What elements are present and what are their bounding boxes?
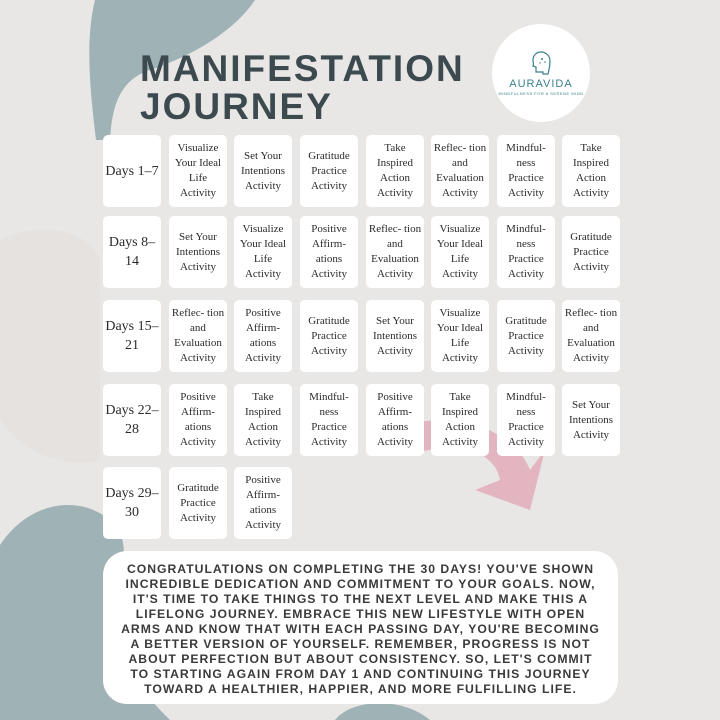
day-range-label: Days 22–28: [103, 384, 161, 456]
activity-cell: Reflec- tion and Evaluation Activity: [562, 300, 620, 372]
activity-cell: Take Inspired Action Activity: [234, 384, 292, 456]
activity-cell: Visualize Your Ideal Life Activity: [431, 216, 489, 288]
activity-cell: Set Your Intentions Activity: [562, 384, 620, 456]
activity-cell: Positive Affirm- ations Activity: [234, 300, 292, 372]
activity-cell: Reflec- tion and Evaluation Activity: [169, 300, 227, 372]
activity-cell: Mindful- ness Practice Activity: [497, 135, 555, 207]
day-range-label: Days 8–14: [103, 216, 161, 288]
activity-cell: Gratitude Practice Activity: [562, 216, 620, 288]
activity-cell: Gratitude Practice Activity: [300, 135, 358, 207]
activity-cell: Visualize Your Ideal Life Activity: [431, 300, 489, 372]
activity-cell: Set Your Intentions Activity: [366, 300, 424, 372]
activity-cell: Set Your Intentions Activity: [169, 216, 227, 288]
activity-cell: Reflec- tion and Evaluation Activity: [431, 135, 489, 207]
day-range-label: Days 15–21: [103, 300, 161, 372]
activity-cell: Gratitude Practice Activity: [497, 300, 555, 372]
activity-cell: Set Your Intentions Activity: [234, 135, 292, 207]
logo-tagline: MINDFULNESS FOR A SERENE MIND: [498, 91, 584, 96]
activity-cell: Gratitude Practice Activity: [300, 300, 358, 372]
activity-cell: Positive Affirm- ations Activity: [234, 467, 292, 539]
activity-cell: Positive Affirm- ations Activity: [169, 384, 227, 456]
activity-cell: Take Inspired Action Activity: [431, 384, 489, 456]
congratulations-message: CONGRATULATIONS ON COMPLETING THE 30 DAYS! YOU'VE SHOWN INCREDIBLE DEDICATION AND COMMITMENT TO YOUR GOALS. NOW, IT'S TIME TO TAKE THINGS TO THE NEXT LEVEL AND MAKE THIS A LIFELONG JOURNEY. EMBRACE THIS NEW LIFESTYLE WITH OPEN ARMS AND KNOW THAT WITH EACH PASSING DAY, YOU'RE BECOMING A BETTER VERSION OF YOURSELF. REMEMBER, PROGRESS IS NOT ABOUT PERFECTION BUT ABOUT CONSISTENCY. SO, LET'S COMMIT TO STARTING AGAIN FROM DAY 1 AND CONTINUING THIS JOURNEY TOWARD A HEALTHIER, HAPPIER, AND MORE FULFILLING LIFE.: [103, 551, 618, 704]
activity-cell: Visualize Your Ideal Life Activity: [169, 135, 227, 207]
activity-cell: Mindful- ness Practice Activity: [497, 384, 555, 456]
activity-cell: Positive Affirm- ations Activity: [366, 384, 424, 456]
activity-cell: Gratitude Practice Activity: [169, 467, 227, 539]
title-line-2: JOURNEY: [140, 86, 333, 127]
day-range-label: Days 1–7: [103, 135, 161, 207]
activity-cell: Take Inspired Action Activity: [366, 135, 424, 207]
activity-cell: Mindful- ness Practice Activity: [300, 384, 358, 456]
activity-cell: Visualize Your Ideal Life Activity: [234, 216, 292, 288]
logo-brand: AURAVIDA: [509, 78, 573, 90]
activity-cell: Mindful- ness Practice Activity: [497, 216, 555, 288]
title-line-1: MANIFESTATION: [140, 48, 465, 89]
activity-cell: Take Inspired Action Activity: [562, 135, 620, 207]
activity-cell: Reflec- tion and Evaluation Activity: [366, 216, 424, 288]
day-range-label: Days 29–30: [103, 467, 161, 539]
activity-cell: Positive Affirm- ations Activity: [300, 216, 358, 288]
